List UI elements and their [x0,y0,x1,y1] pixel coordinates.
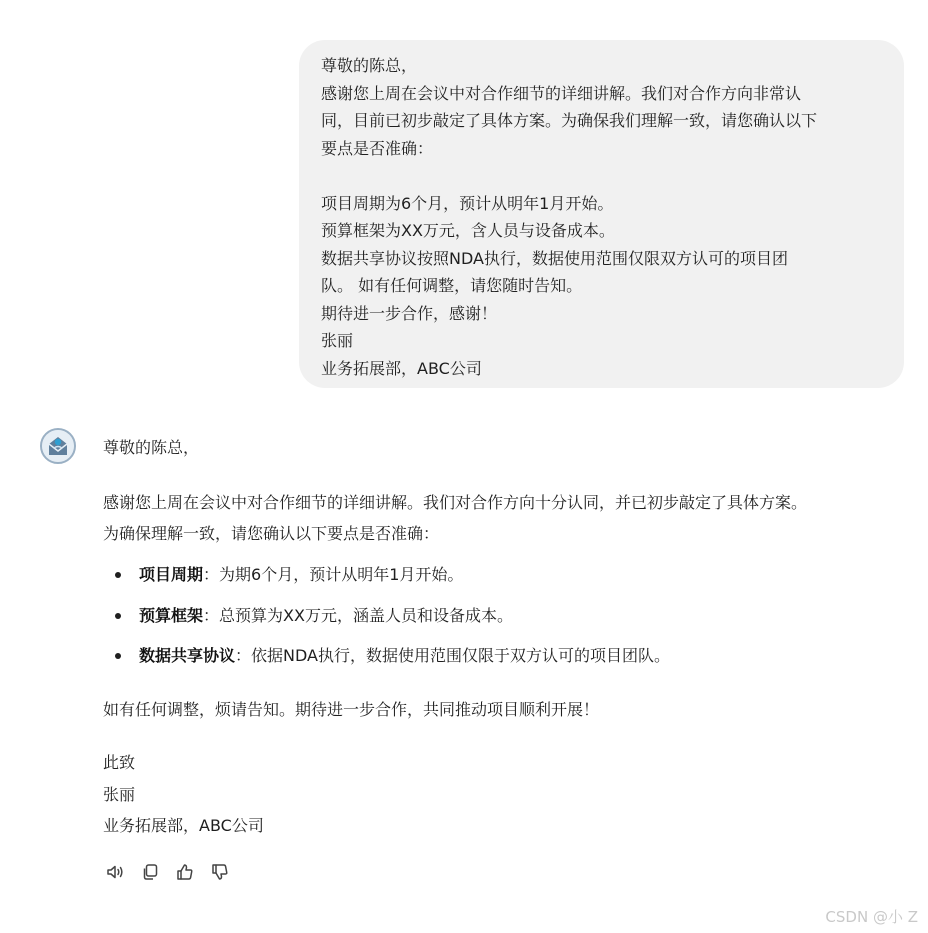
reply-signature-name: 张丽 [103,785,136,804]
user-message-line: 期待进一步合作，感谢！ [321,303,498,323]
bullet-text [139,561,463,588]
thumbs-up-icon [175,862,195,882]
bullet-dot [115,572,121,578]
user-message-line: 感谢您上周在会议中对合作细节的详细讲解。我们对合作方向非常认 [321,83,802,103]
watermark: CSDN @小 Z [825,908,918,926]
user-message-blank-line [321,162,884,190]
user-message-line: 数据共享协议按照NDA执行，数据使用范围仅限双方认可的项目团 [321,248,788,268]
thumbs-down-icon [210,862,230,882]
user-message-line: 项目周期为6个月，预计从明年1月开始。 [321,193,614,213]
bullet-detail: ：总预算为XX万元，涵盖人员和设备成本。 [203,606,513,625]
bullet-detail: ：为期6个月，预计从明年1月开始。 [203,565,464,584]
bullet-label: 数据共享协议 [139,646,236,665]
bullet-label: 项目周期 [139,565,204,584]
reply-signoff: 此致 [103,753,136,772]
copy-icon [140,862,160,882]
user-message-line: 同，目前已初步敲定了具体方案。为确保我们理解一致，请您确认以下 [321,111,818,130]
user-message-line: 尊敬的陈总， [321,56,418,75]
reply-closing: 如有任何调整，烦请告知。期待进一步合作，共同推动项目顺利开展！ [103,700,600,719]
user-message-line: 张丽 [321,331,354,350]
user-message-line: 队。 如有任何调整，请您随时告知。 [321,276,583,295]
message-actions [104,861,231,883]
bullet-dot [115,613,121,619]
bullet-text [139,642,670,669]
like-button[interactable] [174,861,196,883]
reply-signature-org: 业务拓展部，ABC公司 [103,816,264,835]
reply-intro-line: 为确保理解一致，请您确认以下要点是否准确： [103,524,440,543]
reply-intro-line: 感谢您上周在会议中对合作细节的详细讲解。我们对合作方向十分认同，并已初步敲定了具体方案。 [103,493,808,512]
bullet-dot [115,653,121,659]
user-message-line: 要点是否准确： [321,138,434,158]
user-message-line: 业务拓展部，ABC公司 [321,358,482,378]
copy-button[interactable] [139,861,161,883]
speaker-icon [105,862,125,882]
reply-greeting: 尊敬的陈总， [103,438,200,457]
bullet-detail: ：依据NDA执行，数据使用范围仅限于双方认可的项目团队。 [235,646,670,665]
envelope-logo-icon [42,430,74,462]
assistant-avatar [40,428,76,464]
user-message-line: 预算框架为XX万元，含人员与设备成本。 [321,221,615,240]
dislike-button[interactable] [209,861,231,883]
bullet-label: 预算框架 [139,606,204,625]
user-message-bubble [299,40,904,388]
read-aloud-button[interactable] [104,861,126,883]
bullet-text [139,602,513,629]
